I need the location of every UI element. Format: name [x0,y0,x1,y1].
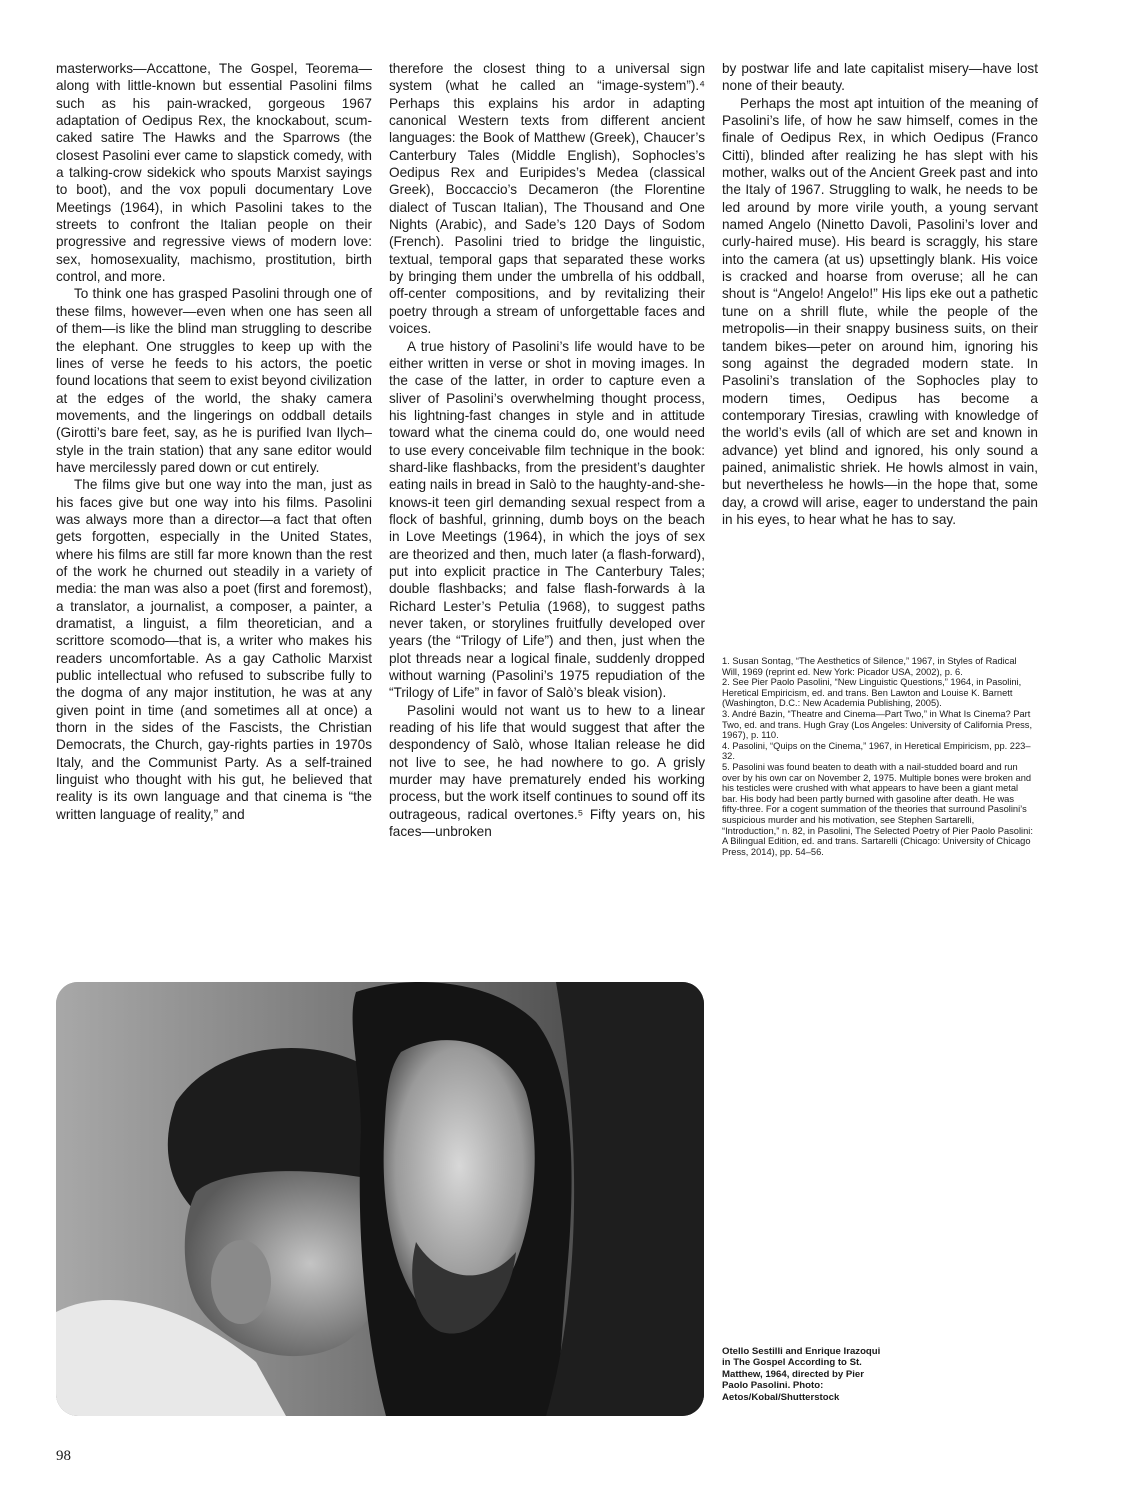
article-column-3 [722,60,1038,528]
paragraph: by postwar life and late capitalist misery—have lost none of their beauty. [722,61,1038,94]
paragraph: Pasolini would not want us to hew to a linear reading of his life that would suggest that after the despondency of Salò, whose Italian release he did not live to see, he had nowhere to go. A grisly murder may have prematurely ended his working process, but the work itself continues to sound off its outrageous, radical overtones.⁵ Fifty years on, his faces—unbroken [389,702,705,840]
film-still-photo [56,982,704,1416]
footnote: 2. See Pier Paolo Pasolini, “New Linguistic Questions,” 1964, in Pasolini, Heretical Empiricism, ed. and trans. Ben Lawton and Louise K. Barnett (Washington, D.C.: New Academia Publishing, 2005). [722,677,1022,709]
footnotes [722,656,1034,857]
film-still-illustration [56,982,704,1416]
paragraph: A true history of Pasolini’s life would have to be either written in verse or shot in moving images. In the case of the latter, in order to capture even a sliver of Pasolini’s overwhelming thought process, his lightning-fast changes in style and in attitude toward what the cinema could do, one would need to use every conceivable film technique in the book: shard-like flashbacks, from the president’s daughter eating nails in bread in Salò to the haughty-and-she-knows-it teen girl demanding sexual respect from a flock of bashful, grinning, dumb boys on the beach in Love Meetings (1964), in which the joys of sex are theorized and then, much later (a flash-forward), put into explicit practice in The Canterbury Tales; double flashbacks; and false flash-forwards à la Richard Lester’s Petulia (1968), to suggest paths never taken, or storylines fruitfully developed over years (the “Trilogy of Life”) and then, just when the plot threads near a logical finale, suddenly dropped without warning (Pasolini’s 1975 repudiation of the “Trilogy of Life” in favor of Salò’s bleak vision). [389,338,705,701]
footnote: 4. Pasolini, “Quips on the Cinema,” 1967, in Heretical Empiricism, pp. 223–32. [722,740,1031,762]
paragraph: The films give but one way into the man, just as his faces give but one way into his films. Pasolini was always more than a director—a fact that often gets forgotten, especially in the United States, where his films are still far more known than the rest of the work he churned out steadily in a variety of media: the man was also a poet (first and foremost), a translator, a journalist, a composer, a painter, a dramatist, a linguist, a film theoretician, and a scrittore scomodo—that is, a writer who makes his readers uncomfortable. As a gay Catholic Marxist public intellectual who refused to subscribe fully to the dogma of any major institution, he was at any given point in time (and sometimes all at once) a thorn in the sides of the Fascists, the Christian Democrats, the Church, gay-rights parties in 1970s Italy, and the Communist Party. As a self-trained linguist who thought with his gut, he believed that reality is its own language and that cinema is “the written language of reality,” and [56,477,372,822]
footnote: 1. Susan Sontag, “The Aesthetics of Silence,” 1967, in Styles of Radical Will, 1969 (reprint ed. New York: Picador USA, 2002), p. 6. [722,656,1017,677]
photo-caption: Otello Sestilli and Enrique Irazoqui in The Gospel According to St. Matthew, 1964, directed by Pier Paolo Pasolini. Photo: Aetos/Kobal/Shutterstock [722,1346,881,1403]
paragraph: masterworks—Accattone, The Gospel, Teorema—along with little-known but essential Pasolini films such as his pain-wracked, gorgeous 1967 adaptation of Oedipus Rex, the knockabout, scum-caked satire The Hawks and the Sparrows (the closest Pasolini ever came to slapstick comedy, with a talking-crow sidekick who spouts Marxist sayings to boot), and the vox populi documentary Love Meetings (1964), in which Pasolini takes to the streets to confront the Italian people on their progressive and regressive views of modern love: sex, homosexuality, machismo, prostitution, birth control, and more. [56,61,372,285]
article-column-1 [56,60,372,823]
footnote: 5. Pasolini was found beaten to death with a nail-studded board and run over by his own car on November 2, 1975. Multiple bones were broken and his testicles were crushed with what appears to have been a giant metal bar. His body had been partly burned with gasoline after death. He was fifty-three. For a cogent summation of the theories that surround Pasolini’s suspicious murder and his motivation, see Stephen Sartarelli, “Introduction,” n. 82, in Pasolini, The Selected Poetry of Pier Paolo Pasolini: A Bilingual Edition, ed. and trans. Sartarelli (Chicago: University of Chicago Press, 2014), pp. 54–56. [722,761,1033,857]
article-column-2 [389,60,705,840]
paragraph: Perhaps the most apt intuition of the meaning of Pasolini’s life, of how he saw himself, comes in the finale of Oedipus Rex, in which Oedipus (Franco Citti), blinded after realizing he has slept with his mother, walks out of the Ancient Greek past and into the Italy of 1967. Struggling to walk, he needs to be led around by more virile youth, a young servant named Angelo (Ninetto Davoli, Pasolini’s lover and curly-haired muse). His beard is scraggly, his stare into the camera (at us) upsettingly blank. His voice is cracked and hoarse from overuse; all he can shout is “Angelo! Angelo!” His lips eke out a pathetic tune on a shrill flute, while the people of the metropolis—in their snappy business suits, on their tandem bikes—peter on around him, ignoring his song against the degraded modern state. In Pasolini’s translation of the Sophocles play to modern times, Oedipus has become a contemporary Tiresias, crawling with knowledge of the world’s evils (all of which are set and known in advance) yet blind and ignored, his only sound a pained, animalistic shriek. He howls almost in vain, but nevertheless he howls—in the hope that, some day, a crowd will arise, eager to understand the pain in his eyes, to hear what he has to say. [722,95,1038,527]
paragraph: therefore the closest thing to a universal sign system (what he called an “image-system”).⁴ Perhaps this explains his ardor in adapting canonical Western texts from different ancient languages: the Book of Matthew (Greek), Chaucer’s Canterbury Tales (Middle English), Sophocles’s Oedipus Rex and Euripides’s Medea (classical Greek), Boccaccio’s Decameron (the Florentine dialect of Tuscan Italian), The Thousand and One Nights (Arabic), and Sade’s 120 Days of Sodom (French). Pasolini tried to bridge the linguistic, textual, temporal gaps that separated these works by bringing them under the umbrella of his oddball, off-center compositions, and by revitalizing their poetry through a stream of unforgettable faces and voices. [389,61,705,337]
footnote: 3. André Bazin, “Theatre and Cinema—Part Two,” in What Is Cinema? Part Two, ed. and trans. Hugh Gray (Los Angeles: University of California Press, 1967), p. 110. [722,708,1033,741]
paragraph: To think one has grasped Pasolini through one of these films, however—even when one has seen all of them—is like the blind man struggling to describe the elephant. One struggles to keep up with the lines of verse he feeds to his actors, the poetic found locations that seem to exist beyond civilization at the edges of the world, the shaky camera movements, and the lingerings on oddball details (Girotti’s bare feet, say, as he is purified Ivan Ilych–style in the train station) that any sane editor would have mercilessly pared down or cut entirely. [56,286,372,475]
page-number: 98 [56,1448,71,1464]
